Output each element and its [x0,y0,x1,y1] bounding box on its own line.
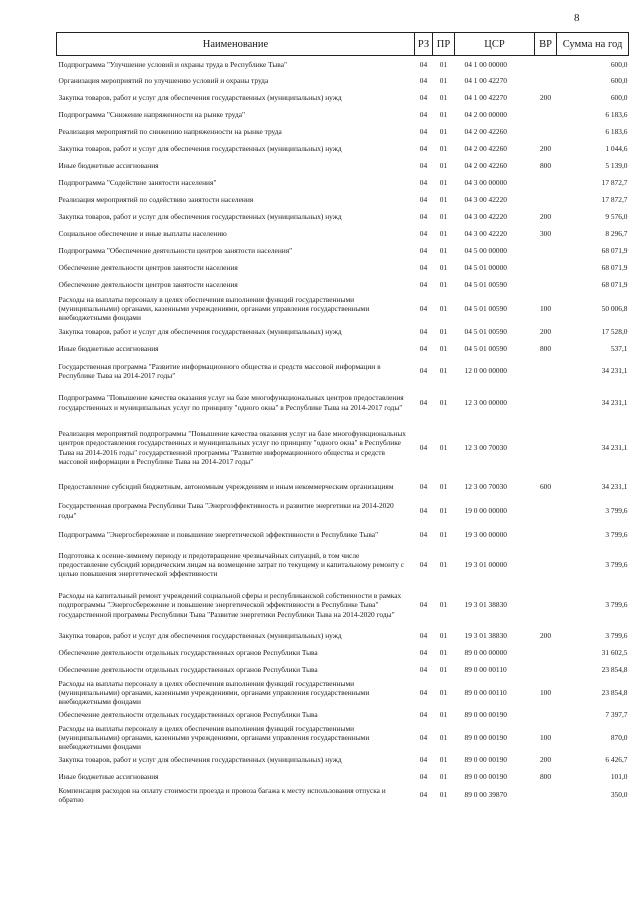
cell-csr: 04 3 00 42220 [464,212,507,222]
cell-pr: 01 [439,397,448,407]
cell-csr: 89 0 00 39870 [464,790,507,800]
cell-csr: 04 5 01 00000 [464,263,507,273]
cell-csr: 89 0 00 00110 [464,665,507,675]
table-row [57,175,629,192]
header-vr: ВР [535,33,557,56]
cell-pr: 01 [439,687,448,697]
cell-pr: 01 [439,481,448,491]
header-pr: ПР [433,33,455,56]
cell-sum: 68 071,9 [601,280,628,290]
cell-rz: 04 [419,397,428,407]
table-row [57,583,629,628]
cell-name: Социальное обеспечение и иные выплаты населению [58,229,227,239]
cell-pr: 01 [439,327,448,337]
cell-rz: 04 [419,93,428,103]
cell-sum: 3 799,6 [605,600,628,610]
cell-csr: 04 3 00 42220 [464,229,507,239]
cell-rz: 04 [419,344,428,354]
cell-sum: 34 231,1 [601,481,628,491]
cell-name: Обеспечение деятельности отдельных государственных органов Республики Тыва [58,665,318,675]
cell-csr: 19 3 01 00000 [464,559,507,569]
cell-csr: 12 3 00 00000 [464,397,507,407]
cell-name: Подготовка к осенне-зимнему периоду и предотвращение чрезвычайных ситуаций, в том числе предоставление субсидий юридическим лицам на возмещение затрат по текущему и капитальному ремонту с целью повышения энергетической эффективности [58,550,405,579]
cell-pr: 01 [439,732,448,742]
cell-name: Закупка товаров, работ и услуг для обеспечения государственных (муниципальных) нужд [58,327,342,337]
cell-rz: 04 [419,246,428,256]
cell-rz: 04 [419,178,428,188]
cell-name: Реализация мероприятий по содействию занятости населения [58,195,254,205]
table-row [57,385,629,421]
cell-sum: 6 183,6 [605,110,628,120]
cell-rz: 04 [419,755,428,765]
table-row [57,209,629,226]
cell-name: Подпрограмма "Обеспечение деятельности центров занятости населения" [58,246,293,256]
table-row [57,475,629,499]
cell-name: Подпрограмма "Энергосбережение и повышение энергетической эффективности в Республике Тыва" [58,529,379,539]
cell-name: Предоставление субсидий бюджетным, автономным учреждениям и иным некоммерческим организациям [58,481,394,491]
cell-vr [535,645,557,662]
cell-pr: 01 [439,755,448,765]
cell-name: Закупка товаров, работ и услуг для обеспечения государственных (муниципальных) нужд [58,144,342,154]
cell-pr: 01 [439,344,448,354]
cell-name: Расходы на выплаты персоналу в целях обеспечения выполнения функций государственными (муниципальными) органами, казенными учреждениями, органами управления государственными внебюджетными фондами [58,678,370,707]
cell-sum: 9 576,0 [605,212,628,222]
cell-sum: 68 071,9 [601,263,628,273]
cell-sum: 3 799,6 [605,559,628,569]
table-row [57,752,629,769]
cell-vr [535,421,557,475]
cell-rz: 04 [419,790,428,800]
cell-sum: 600,0 [610,76,628,86]
cell-csr: 12 3 00 70030 [464,481,507,491]
cell-name: Расходы на капитальный ремонт учреждений социальной сферы и республиканской собственности в рамках подпрограммы "Энергосбережение и повышение энергетической эффективности в Республике Тыва" государственной программы Республики Тыва "Развитие энергетики Республики Тыва на 2014-2020 годы" [58,591,402,619]
cell-rz: 04 [419,366,428,376]
cell-pr: 01 [439,144,448,154]
cell-vr: 300 [539,229,552,239]
cell-pr: 01 [439,529,448,539]
cell-rz: 04 [419,327,428,337]
cell-sum: 7 397,7 [605,710,628,720]
cell-sum: 1 044,6 [605,144,628,154]
cell-sum: 68 071,9 [601,246,628,256]
cell-csr: 89 0 00 00190 [464,732,507,742]
cell-csr: 12 0 00 00000 [464,366,507,376]
cell-pr: 01 [439,559,448,569]
cell-name: Обеспечение деятельности центров занятости населения [58,280,238,290]
cell-csr: 04 2 00 42260 [464,161,507,171]
cell-vr: 200 [539,327,552,337]
cell-sum: 5 139,0 [605,161,628,171]
cell-rz: 04 [419,772,428,782]
cell-csr: 04 2 00 42260 [464,127,507,137]
table-row [57,421,629,475]
cell-pr: 01 [439,366,448,376]
cell-rz: 04 [419,303,428,313]
table-row [57,358,629,385]
table-row [57,124,629,141]
cell-csr: 04 5 01 00590 [464,303,507,313]
cell-name: Подпрограмма "Снижение напряженности на рынке труда" [58,110,246,120]
cell-sum: 3 799,6 [605,529,628,539]
cell-vr: 200 [539,212,552,222]
table-row [57,707,629,724]
cell-name: Иные бюджетные ассигнования [58,161,159,171]
cell-vr [535,277,557,294]
table-row [57,107,629,124]
cell-vr [535,175,557,192]
header-sum: Сумма на год [557,33,629,56]
cell-csr: 04 1 00 00000 [464,59,507,69]
cell-csr: 89 0 00 00190 [464,772,507,782]
cell-vr: 200 [539,631,552,641]
cell-vr [535,523,557,547]
cell-vr [535,107,557,124]
cell-name: Подпрограмма "Содействие занятости населения" [58,178,217,188]
cell-vr: 100 [539,732,552,742]
cell-sum: 350,0 [610,790,628,800]
cell-csr: 19 0 00 00000 [464,505,507,515]
table-row [57,226,629,243]
cell-rz: 04 [419,732,428,742]
cell-pr: 01 [439,229,448,239]
budget-table [56,32,629,805]
table-row [57,547,629,583]
cell-name: Закупка товаров, работ и услуг для обеспечения государственных (муниципальных) нужд [58,755,342,765]
cell-name: Закупка товаров, работ и услуг для обеспечения государственных (муниципальных) нужд [58,212,342,222]
cell-rz: 04 [419,59,428,69]
cell-name: Иные бюджетные ассигнования [58,344,159,354]
cell-pr: 01 [439,772,448,782]
cell-vr [535,358,557,385]
cell-csr: 04 1 00 42270 [464,93,507,103]
cell-pr: 01 [439,246,448,256]
header-csr: ЦСР [455,33,535,56]
cell-rz: 04 [419,161,428,171]
cell-csr: 89 0 00 00000 [464,648,507,658]
cell-rz: 04 [419,263,428,273]
cell-sum: 101,0 [610,772,628,782]
table-row [57,158,629,175]
cell-vr [535,73,557,90]
table-row [57,294,629,324]
table-row [57,277,629,294]
cell-sum: 3 799,6 [605,505,628,515]
cell-pr: 01 [439,195,448,205]
cell-vr [535,124,557,141]
page-number: 8 [574,12,580,24]
cell-sum: 34 231,1 [601,366,628,376]
cell-csr: 04 2 00 00000 [464,110,507,120]
cell-rz: 04 [419,110,428,120]
cell-vr [535,260,557,277]
cell-vr: 200 [539,755,552,765]
cell-vr [535,547,557,583]
cell-rz: 04 [419,600,428,610]
cell-pr: 01 [439,710,448,720]
cell-pr: 01 [439,648,448,658]
cell-vr [535,707,557,724]
cell-csr: 89 0 00 00190 [464,710,507,720]
cell-vr [535,583,557,628]
cell-sum: 3 799,6 [605,631,628,641]
cell-csr: 04 5 01 00590 [464,344,507,354]
cell-name: Реализация мероприятий по снижению напряженности на рынке труда [58,127,282,137]
table-row [57,769,629,786]
cell-vr [535,499,557,523]
cell-csr: 19 3 01 38830 [464,600,507,610]
cell-pr: 01 [439,76,448,86]
cell-csr: 04 5 01 00590 [464,280,507,290]
table-row [57,141,629,158]
table-row [57,192,629,209]
cell-rz: 04 [419,127,428,137]
cell-sum: 8 296,7 [605,229,628,239]
cell-name: Обеспечение деятельности отдельных государственных органов Республики Тыва [58,710,318,720]
cell-vr [535,243,557,260]
cell-rz: 04 [419,631,428,641]
cell-name: Государственная программа "Развитие информационного общества и средств массовой информации в Республике Тыва на 2014-2017 годы" [58,361,381,380]
cell-rz: 04 [419,665,428,675]
cell-name: Организация мероприятий по улучшению условий и охраны труда [58,76,269,86]
table-row [57,523,629,547]
table-row [57,679,629,707]
cell-csr: 04 3 00 42220 [464,195,507,205]
table-row [57,73,629,90]
cell-sum: 34 231,1 [601,397,628,407]
cell-pr: 01 [439,442,448,452]
cell-sum: 537,1 [610,344,628,354]
cell-vr [535,786,557,805]
cell-name: Закупка товаров, работ и услуг для обеспечения государственных (муниципальных) нужд [58,93,342,103]
cell-pr: 01 [439,665,448,675]
cell-rz: 04 [419,559,428,569]
cell-sum: 6 426,7 [605,755,628,765]
cell-vr: 600 [539,481,552,491]
cell-vr: 100 [539,687,552,697]
cell-name: Обеспечение деятельности отдельных государственных органов Республики Тыва [58,648,318,658]
table-row [57,56,629,73]
table-body [57,56,629,805]
cell-vr: 200 [539,144,552,154]
cell-sum: 600,0 [610,59,628,69]
cell-sum: 6 183,6 [605,127,628,137]
table-row [57,324,629,341]
table-row [57,341,629,358]
cell-pr: 01 [439,790,448,800]
cell-csr: 04 5 01 00590 [464,327,507,337]
cell-pr: 01 [439,303,448,313]
table-row [57,628,629,645]
cell-rz: 04 [419,648,428,658]
table-row [57,662,629,679]
cell-sum: 17 872,7 [601,178,628,188]
header-name: Наименование [57,33,415,56]
table-row [57,499,629,523]
cell-sum: 23 854,8 [601,687,628,697]
cell-pr: 01 [439,110,448,120]
table-row [57,90,629,107]
cell-name: Подпрограмма "Улучшение условий и охраны труда в Республике Тыва" [58,59,287,69]
header-rz: РЗ [415,33,433,56]
cell-vr [535,385,557,421]
cell-pr: 01 [439,600,448,610]
table-row [57,786,629,805]
cell-name: Расходы на выплаты персоналу в целях обеспечения выполнения функций государственными (муниципальными) органами, казенными учреждениями, органами управления государственными внебюджетными фондами [58,723,370,752]
cell-csr: 04 5 00 00000 [464,246,507,256]
cell-sum: 17 872,7 [601,195,628,205]
cell-rz: 04 [419,280,428,290]
cell-rz: 04 [419,481,428,491]
table-row [57,243,629,260]
cell-rz: 04 [419,687,428,697]
table-row [57,724,629,752]
cell-rz: 04 [419,505,428,515]
cell-pr: 01 [439,127,448,137]
cell-pr: 01 [439,178,448,188]
cell-rz: 04 [419,76,428,86]
cell-sum: 23 854,8 [601,665,628,675]
cell-name: Государственная программа Республики Тыва "Энергоэффективность и развитие энергетики на 2014-2020 годы" [58,501,394,520]
cell-sum: 600,0 [610,93,628,103]
cell-csr: 04 1 00 42270 [464,76,507,86]
table-header-row [57,33,629,56]
cell-name: Иные бюджетные ассигнования [58,772,159,782]
cell-rz: 04 [419,442,428,452]
cell-sum: 50 006,8 [601,303,628,313]
cell-csr: 19 3 00 00000 [464,529,507,539]
cell-vr [535,192,557,209]
cell-name: Расходы на выплаты персоналу в целях обеспечения выполнения функций государственными (муниципальными) органами, казенными учреждениями, органами управления государственными внебюджетными фондами [58,294,370,323]
cell-pr: 01 [439,505,448,515]
cell-pr: 01 [439,280,448,290]
table-row [57,645,629,662]
cell-vr: 100 [539,303,552,313]
cell-pr: 01 [439,59,448,69]
cell-csr: 89 0 00 00190 [464,755,507,765]
cell-rz: 04 [419,529,428,539]
cell-name: Компенсация расходов на оплату стоимости проезда и провоза багажа к месту использования отпуска и обратно [58,785,386,804]
cell-vr: 800 [539,161,552,171]
cell-csr: 89 0 00 00110 [464,687,507,697]
cell-rz: 04 [419,229,428,239]
cell-name: Подпрограмма "Повышение качества оказания услуг на базе многофункциональных центров предоставления государственных и муниципальных услуг по принципу "одного окна" в Республике Тыва на 2014-2017 годы" [58,393,404,412]
cell-vr: 200 [539,93,552,103]
cell-pr: 01 [439,212,448,222]
cell-sum: 34 231,1 [601,442,628,452]
cell-vr: 800 [539,344,552,354]
cell-pr: 01 [439,631,448,641]
cell-csr: 04 2 00 42260 [464,144,507,154]
cell-vr [535,662,557,679]
cell-rz: 04 [419,195,428,205]
cell-pr: 01 [439,263,448,273]
cell-name: Закупка товаров, работ и услуг для обеспечения государственных (муниципальных) нужд [58,631,342,641]
cell-sum: 17 528,0 [601,327,628,337]
cell-csr: 19 3 01 38830 [464,631,507,641]
cell-rz: 04 [419,710,428,720]
cell-rz: 04 [419,144,428,154]
cell-rz: 04 [419,212,428,222]
cell-sum: 31 602,5 [601,648,628,658]
cell-name: Обеспечение деятельности центров занятости населения [58,263,238,273]
table-row [57,260,629,277]
cell-csr: 04 3 00 00000 [464,178,507,188]
cell-sum: 870,0 [610,732,628,742]
cell-vr [535,56,557,73]
cell-csr: 12 3 00 70030 [464,442,507,452]
cell-pr: 01 [439,161,448,171]
cell-vr: 800 [539,772,552,782]
cell-pr: 01 [439,93,448,103]
cell-name: Реализация мероприятий подпрограммы "Повышение качества оказания услуг на базе многофункциональных центров предоставления государственных и муниципальных услуг по принципу "одного окна" в Республике Тыва на 2014-2016 годы" государственной программы "Развитие информационного общества и средств массовой информации в Республике Тыва на 2014-2017 годы" [58,429,406,466]
